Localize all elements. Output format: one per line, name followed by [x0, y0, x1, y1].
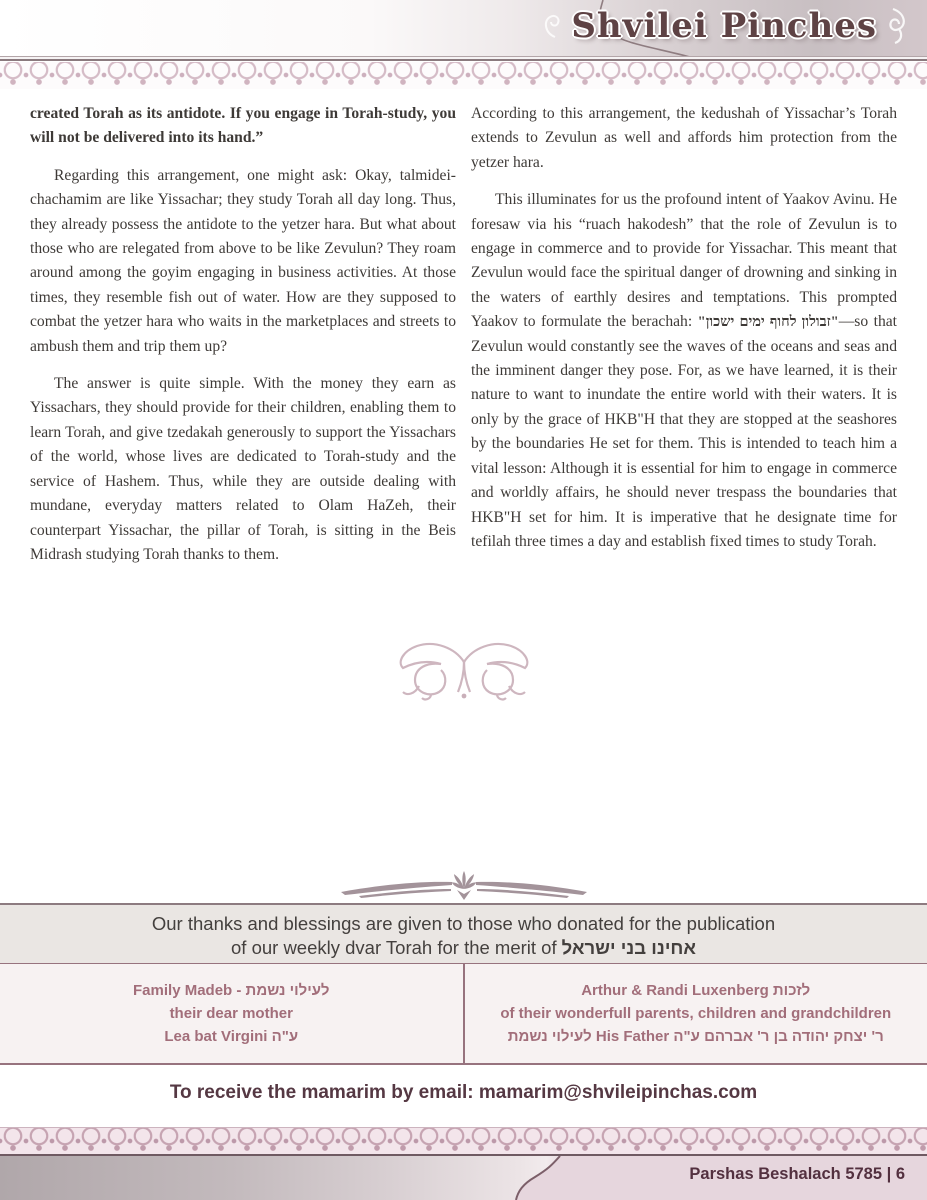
- thanks-banner: [0, 903, 927, 963]
- donor-line: their dear mother: [169, 1005, 293, 1022]
- donor-line: Family Madeb - לעילוי נשמת: [133, 982, 330, 999]
- text-segment: "זבולון לחוף ימים ישכון": [697, 314, 839, 331]
- page-footer-bar: [0, 1154, 927, 1200]
- text-segment: created Torah as its antidote. If you engage in Torah-study, you will not be delivered into its hand.”: [30, 105, 456, 147]
- thanks-line-1: Our thanks and blessings are given to those who donated for the publication: [151, 913, 776, 934]
- donor-line: of their wonderfull parents, children and grandchildren: [500, 1005, 892, 1022]
- thanks-line-2-en: of our weekly dvar Torah for the merit of: [231, 937, 557, 958]
- page-header: [0, 0, 927, 57]
- masthead: [539, 6, 913, 46]
- paragraph: [30, 372, 456, 567]
- email-contact-line: To receive the mamarim by email: mamarim@shvileipinchas.com: [169, 1082, 758, 1103]
- article-body: [30, 102, 897, 580]
- article-column-left: [30, 102, 456, 580]
- donor-section: [0, 963, 927, 1065]
- lace-border-bottom: [0, 1127, 927, 1154]
- text-segment: Regarding this arrangement, one might ask: Okay, talmidei-chachamim are like Yissachar; they study Torah all day long. Thus, they already possess the antidote to the yetzer hara. But what about those who are relegated from above to be like Zevulun? They roam around among the goyim engaging in business activities. At those times, they resemble fish out of water. How are they supposed to combat the yetzer hara who waits in the marketplaces and streets to ambush them and trip them up?: [30, 166, 456, 355]
- thanks-line-2-hebrew: אחינו בני ישראל: [561, 937, 696, 958]
- paragraph: [30, 164, 456, 359]
- text-segment: This illuminates for us the profound intent of Yaakov Avinu. He foresaw via his “ruach hakodesh” that the role of Zevulun is to engage in commerce and to provide for Yissachar. This meant that Zevulun would face the spiritual danger of drowning and sinking in the waters of earthly desires and temptations. This prompted Yaakov to formulate the berachah:: [471, 191, 897, 331]
- donor-box-right: [465, 964, 927, 1063]
- paragraph: [30, 102, 456, 151]
- text-segment: According to this arrangement, the kedushah of Yissachar’s Torah extends to Zevulun as well and affords him protection from the yetzer hara.: [471, 105, 897, 171]
- header-rule-lines: [0, 56, 927, 61]
- swirl-ornament-icon: [887, 7, 913, 45]
- donor-box-left: [0, 964, 465, 1063]
- paragraph: [471, 102, 897, 175]
- donor-line: Arthur & Randi Luxenberg לזכות: [581, 982, 811, 999]
- page-title: Shvilei Pinches: [571, 6, 877, 46]
- article-column-right: [471, 102, 897, 580]
- paragraph: [471, 188, 897, 554]
- text-segment: —so that Zevulun would constantly see the waves of the oceans and seas and the imminent danger they pose. For, as we have learned, it is their nature to want to inundate the entire world with their waters. It is only by the grace of HKB"H that they are stopped at the seashores by the boundaries He set for them. This is intended to teach him a vital lesson: Although it is essential for him to engage in commerce and worldly affairs, he should never trespass the boundaries that HKB"H set for him. It is imperative that he designate time for tefilah three times a day and establish fixed times to study Torah.: [471, 313, 897, 550]
- page-number-label: Parshas Beshalach 5785 | 6: [689, 1165, 905, 1183]
- donor-line: לעילוי נשמת His Father ר' יצחק יהודה בן ר' אברהם ע"ה: [507, 1028, 884, 1045]
- text-segment: The answer is quite simple. With the money they earn as Yissachars, they should provide for their children, enabling them to learn Torah, and give tzedakah generously to support the Yissachars of the world, whose lives are dedicated to Torah-study and the service of Hashem. Thus, while they are outside dealing with mundane, everyday matters related to Olam HaZeh, their counterpart Yissachar, the pillar of Torah, is sitting in the Beis Midrash studying Torah thanks to them.: [30, 375, 456, 563]
- wing-flourish-ornament: [389, 638, 539, 707]
- fan-wings-divider-icon: [339, 870, 589, 907]
- donor-line: Lea bat Virgini ע"ה: [164, 1028, 299, 1045]
- lace-border-top: [0, 62, 927, 89]
- thanks-line-2: [0, 936, 927, 960]
- swirl-ornament-icon: [539, 11, 561, 41]
